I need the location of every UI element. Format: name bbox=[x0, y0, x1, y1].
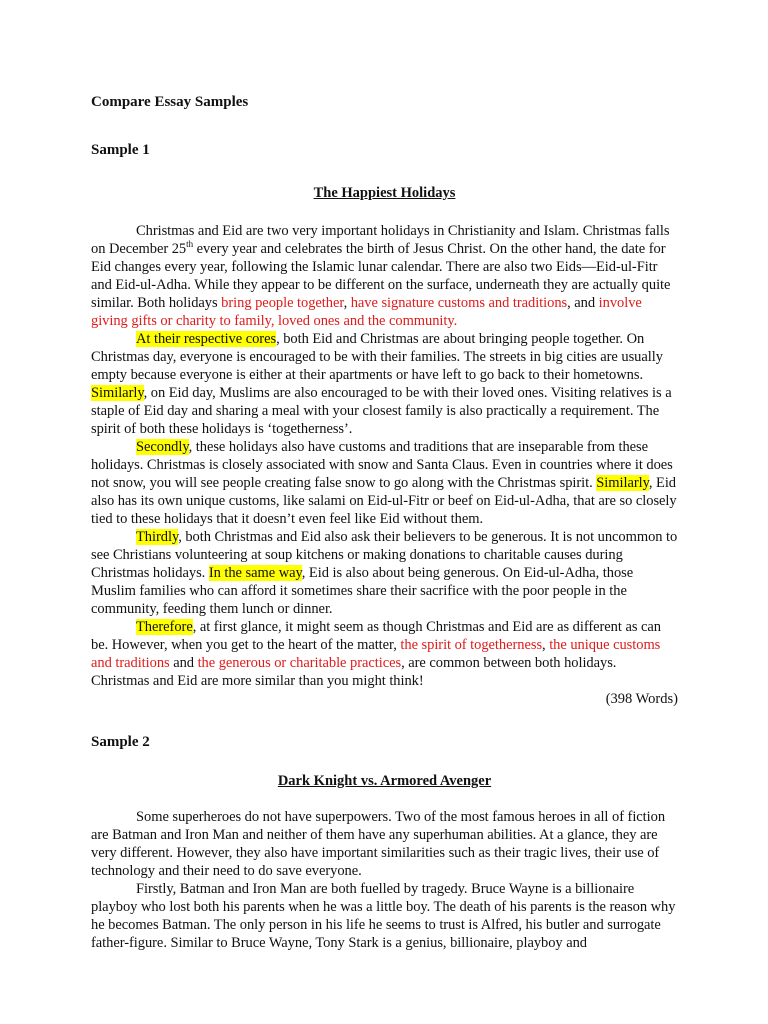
essay-1-paragraph-5 bbox=[91, 618, 678, 690]
highlighted-transition: Therefore bbox=[136, 619, 193, 635]
spacer bbox=[91, 790, 678, 808]
red-emphasis: involve giving gifts or charity to family, loved ones and the community bbox=[91, 295, 642, 329]
essay-1-paragraph-4 bbox=[91, 528, 678, 618]
highlighted-transition: Secondly bbox=[136, 439, 189, 455]
text-run: , Eid also has its own unique customs, like salami on Eid-ul-Fitr or beef on Eid-ul-Adha, that are so closely tied to these holidays that it doesn’t even feel like Eid without them. bbox=[91, 475, 677, 527]
red-emphasis: have signature customs and traditions bbox=[350, 295, 568, 311]
text-run: every year and celebrates the birth of Jesus Christ. On the other hand, the date for Eid changes every year, following the Islamic lunar calendar. There are also two Eids—Eid-ul-Fitr and Eid-ul-Adha. While they appear to be different on the surface, underneath they are actually quite similar. Both holidays bbox=[91, 241, 671, 311]
text-run: , Eid is also about being generous. On Eid-ul-Adha, those Muslim families who can afford it sometimes share their sacrifice with the poor people in the community, feeding them lunch or dinner. bbox=[91, 565, 634, 617]
highlighted-transition: At their respective cores bbox=[136, 331, 277, 347]
red-emphasis: the generous or charitable practices bbox=[197, 655, 402, 671]
essay-2-paragraph-1: Some superheroes do not have superpowers. Two of the most famous heroes in all of fiction are Batman and Iron Man and neither of them have any superhuman abilities. At a glance, they are very different. However, they also have important similarities such as their tragic lives, their use of technology and their need to do save everyone. bbox=[91, 809, 666, 879]
essay-1-paragraph-3 bbox=[91, 438, 678, 528]
text-run: , both Eid and Christmas are about bringing people together. On Christmas day, everyone is encouraged to be with their families. The streets in big cities are usually empty because everyone is either at their apartments or have left to go back to their hometowns. bbox=[91, 331, 663, 383]
red-emphasis: bring people together bbox=[221, 295, 344, 311]
essay-2-paragraph-2: Firstly, Batman and Iron Man are both fuelled by tragedy. Bruce Wayne is a billionaire playboy who lost both his parents when he was a little boy. The death of his parents is the reason why he becomes Batman. The only person in his life he seems to trust is Alfred, his butler and surrogate father-figure. Similar to Bruce Wayne, Tony Stark is a genius, billionaire, playboy and bbox=[91, 881, 676, 951]
text-run: , these holidays also have customs and traditions that are inseparable from these holidays. Christmas is closely associated with snow and Santa Claus. Even in countries where it does not snow, you will see people creating false snow to go along with the Christmas spirit. bbox=[91, 439, 673, 491]
highlighted-transition: In the same way bbox=[208, 565, 302, 581]
highlighted-transition: Similarly bbox=[596, 475, 649, 491]
text-run: , are common between both holidays. Christmas and Eid are more similar than you might think! bbox=[91, 655, 617, 689]
essay-1-paragraph-2 bbox=[91, 330, 678, 438]
essay-1-paragraph-1 bbox=[91, 222, 678, 330]
spacer bbox=[91, 752, 678, 772]
spacer bbox=[91, 708, 678, 732]
red-emphasis: the spirit of togetherness bbox=[400, 637, 543, 653]
text-run: , bbox=[542, 637, 550, 653]
essay-2-title: Dark Knight vs. Armored Avenger bbox=[277, 773, 492, 789]
text-run: , both Christmas and Eid also ask their believers to be generous. It is not uncommon to see Christians volunteering at soup kitchens or making donations to charitable causes during Christmas holidays. bbox=[91, 529, 678, 581]
text-run: , bbox=[343, 295, 351, 311]
highlighted-transition: Thirdly bbox=[136, 529, 179, 545]
spacer bbox=[91, 160, 678, 184]
sample-2-heading: Sample 2 bbox=[91, 734, 150, 750]
text-run: . bbox=[453, 313, 458, 329]
document-title: Compare Essay Samples bbox=[91, 94, 249, 110]
essay-1-title: The Happiest Holidays bbox=[313, 185, 456, 201]
red-emphasis: the unique customs and traditions bbox=[91, 637, 661, 671]
text-run: , and bbox=[567, 295, 599, 311]
spacer bbox=[91, 112, 678, 140]
text-run: Christmas and Eid are two very important holidays in Christianity and Islam. Christmas falls on December 25 bbox=[91, 223, 670, 257]
word-count: (398 Words) bbox=[605, 691, 678, 707]
sample-1-heading: Sample 1 bbox=[91, 142, 150, 158]
text-run: , at first glance, it might seem as though Christmas and Eid are as different as can be. However, when you get to the heart of the matter, bbox=[91, 619, 661, 653]
highlighted-transition: Similarly bbox=[91, 385, 144, 401]
text-run: and bbox=[169, 655, 198, 671]
text-run: , on Eid day, Muslims are also encouraged to be with their loved ones. Visiting relatives is a staple of Eid day and sharing a meal with your closest family is also practically a requirement. The spirit of both these holidays is ‘togetherness’. bbox=[91, 385, 672, 437]
spacer bbox=[91, 202, 678, 222]
superscript: th bbox=[186, 239, 194, 250]
